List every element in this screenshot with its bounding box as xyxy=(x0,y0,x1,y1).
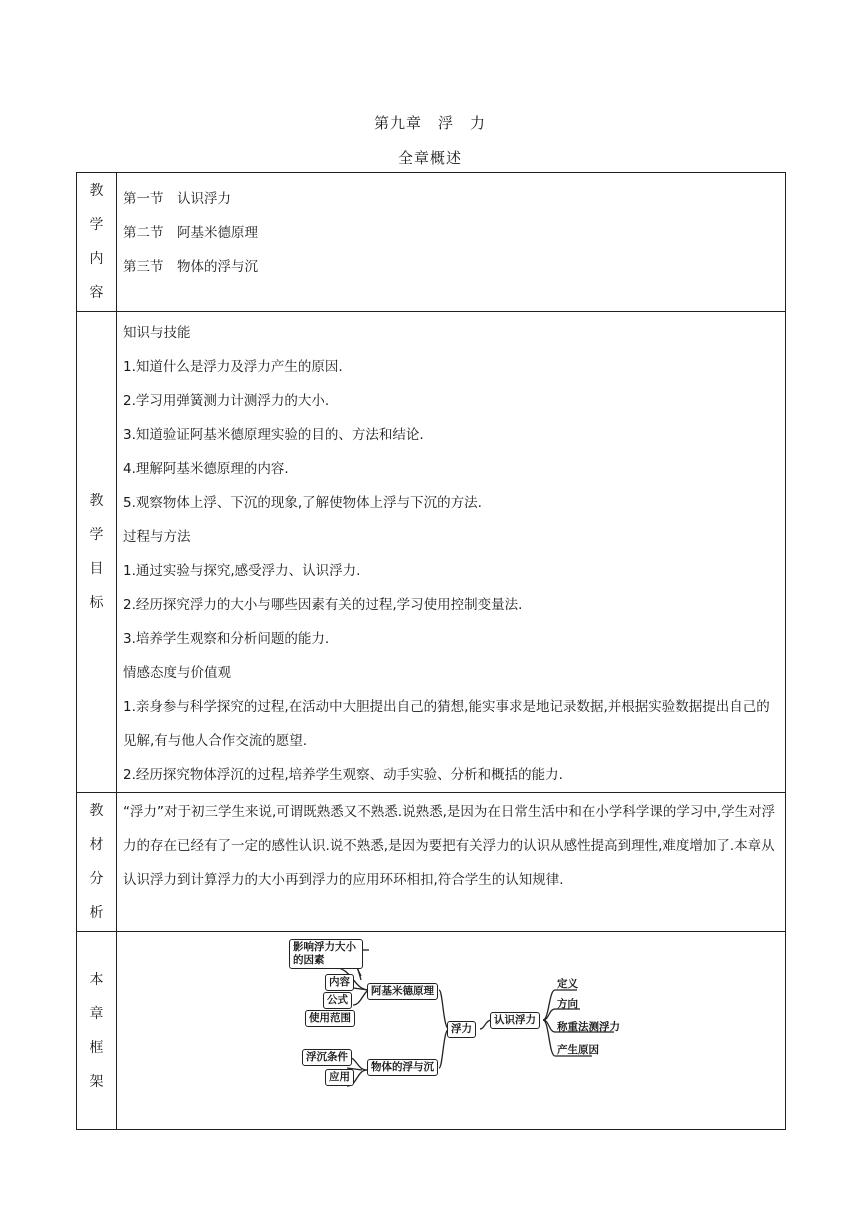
teaching-goals-row xyxy=(77,312,786,793)
label-char: 学 xyxy=(89,217,104,233)
overview-table xyxy=(76,172,786,1130)
chapter-framework-body xyxy=(117,932,786,1130)
chapter-framework-label xyxy=(77,932,117,1130)
cause-node: 产生原因 xyxy=(557,1044,599,1056)
understand-buoyancy-node: 认识浮力 xyxy=(490,1012,540,1029)
goal-heading: 过程与方法 xyxy=(123,529,191,545)
chapter-title: 第九章 浮 力 xyxy=(373,114,486,132)
teaching-goals-label xyxy=(77,312,117,793)
label-char: 容 xyxy=(89,285,104,301)
concept-map xyxy=(117,932,785,1127)
direction-node: 方向 xyxy=(557,998,578,1010)
label-char: 材 xyxy=(89,837,104,853)
section-item: 第二节 阿基米德原理 xyxy=(123,225,258,241)
goal-item: 5.观察物体上浮、下沉的现象,了解使物体上浮与下沉的方法. xyxy=(123,495,482,511)
goal-item: 3.知道验证阿基米德原理实验的目的、方法和结论. xyxy=(123,427,424,443)
material-analysis-body xyxy=(117,793,786,932)
teaching-content-label xyxy=(77,173,117,312)
material-analysis-row xyxy=(77,793,786,932)
teaching-content-row xyxy=(77,173,786,312)
label-char: 学 xyxy=(89,527,104,543)
goal-item: 1.知道什么是浮力及浮力产生的原因. xyxy=(123,359,343,375)
application-node: 应用 xyxy=(325,1069,354,1086)
goal-item: 1.通过实验与探究,感受浮力、认识浮力. xyxy=(123,563,361,579)
label-char: 教 xyxy=(89,493,104,509)
content-node: 内容 xyxy=(325,974,354,991)
label-char: 分 xyxy=(89,871,104,887)
formula-node: 公式 xyxy=(323,992,352,1009)
label-char: 目 xyxy=(89,561,104,577)
teaching-goals-body xyxy=(117,312,786,793)
archimedes-node: 阿基米德原理 xyxy=(367,983,438,1000)
buoyancy-node: 浮力 xyxy=(447,1021,476,1038)
goal-item: 3.培养学生观察和分析问题的能力. xyxy=(123,631,330,647)
factors-node: 影响浮力大小的因素 xyxy=(289,939,363,969)
sink-float-node: 物体的浮与沉 xyxy=(367,1059,438,1076)
weighing-node: 称重法测浮力 xyxy=(557,1021,620,1033)
label-char: 内 xyxy=(89,251,104,267)
goal-item: 2.经历探究浮力的大小与哪些因素有关的过程,学习使用控制变量法. xyxy=(123,597,523,613)
overview-title: 全章概述 xyxy=(397,149,462,167)
material-analysis-text: “浮力”对于初三学生来说,可谓既熟悉又不熟悉.说熟悉,是因为在日常生活中和在小学科学课的学习中,学生对浮力的存在已经有了一定的感性认识.说不熟悉,是因为要把有关浮力的认识从感性提高到理性,难度增加了.本章从认识浮力到计算浮力的大小再到浮力的应用环环相扣,符合学生的认知规律. xyxy=(123,804,776,888)
goal-item: 1.亲身参与科学探究的过程,在活动中大胆提出自己的猜想,能实事求是地记录数据,并根据实验数据提出自己的见解,有与他人合作交流的愿望. xyxy=(123,699,770,749)
definition-node: 定义 xyxy=(557,978,578,990)
conditions-node: 浮沉条件 xyxy=(302,1049,352,1066)
goal-item: 2.学习用弹簧测力计测浮力的大小. xyxy=(123,393,330,409)
scope-node: 使用范围 xyxy=(305,1010,355,1027)
label-char: 架 xyxy=(89,1073,104,1090)
section-item: 第一节 认识浮力 xyxy=(123,191,231,207)
section-item: 第三节 物体的浮与沉 xyxy=(123,259,258,275)
goal-item: 4.理解阿基米德原理的内容. xyxy=(123,461,289,477)
chapter-framework-row xyxy=(77,932,786,1130)
teaching-content-body xyxy=(117,173,786,312)
label-char: 教 xyxy=(89,183,104,199)
goal-heading: 情感态度与价值观 xyxy=(123,665,231,681)
label-char: 标 xyxy=(89,595,104,611)
label-char: 章 xyxy=(89,1005,104,1022)
label-char: 本 xyxy=(89,971,104,988)
label-char: 框 xyxy=(89,1039,104,1056)
goal-item: 2.经历探究物体浮沉的过程,培养学生观察、动手实验、分析和概括的能力. xyxy=(123,767,563,783)
goal-heading: 知识与技能 xyxy=(123,325,191,341)
label-char: 教 xyxy=(89,803,104,819)
label-char: 析 xyxy=(89,905,104,921)
material-analysis-label xyxy=(77,793,117,932)
